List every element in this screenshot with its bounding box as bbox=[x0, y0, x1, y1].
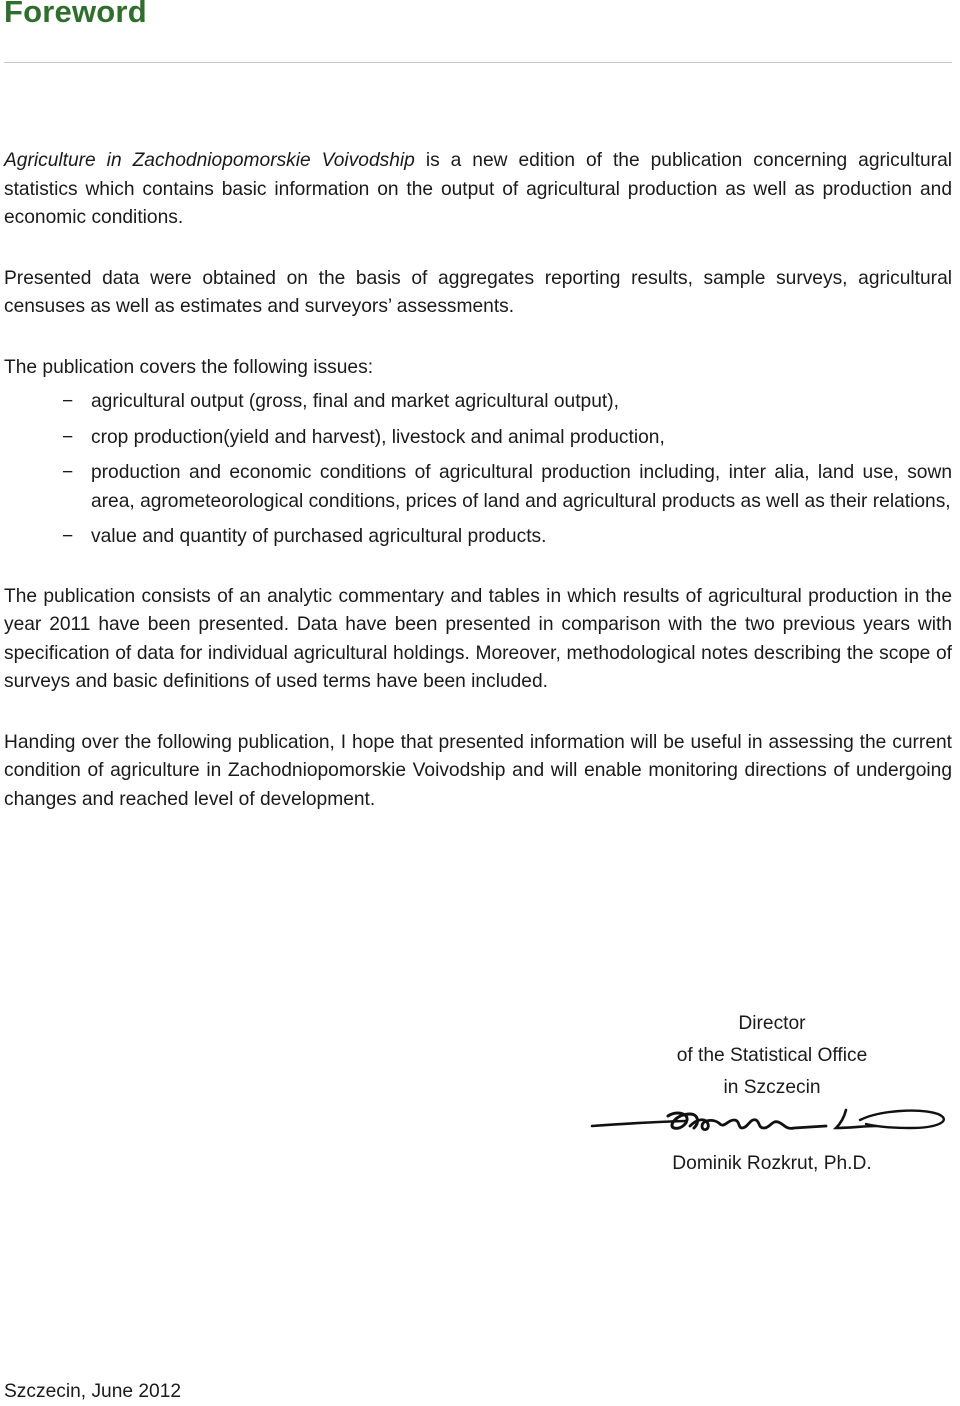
signer-location: in Szczecin bbox=[723, 1077, 821, 1098]
signature-block bbox=[590, 1008, 954, 1104]
place-and-date: Szczecin, June 2012 bbox=[4, 1381, 182, 1402]
list-item-text: crop production(yield and harvest), livestock and animal production, bbox=[91, 426, 665, 448]
list-item bbox=[4, 424, 952, 453]
intro-paragraph bbox=[4, 147, 952, 233]
dash-bullet-icon: − bbox=[62, 391, 74, 412]
signer-name: Dominik Rozkrut, Ph.D. bbox=[672, 1153, 872, 1174]
dash-bullet-icon: − bbox=[62, 526, 74, 547]
page-title: Foreword bbox=[4, 0, 147, 29]
list-item bbox=[4, 523, 952, 552]
foreword-body bbox=[4, 147, 952, 846]
dash-bullet-icon: − bbox=[62, 426, 74, 448]
data-sources-paragraph: Presented data were obtained on the basis of aggregates reporting results, sample surveys, agricultural censuses as well as estimates and surveyors’ assessments. bbox=[4, 267, 952, 317]
list-item bbox=[4, 459, 952, 516]
list-item-text: agricultural output (gross, final and market agricultural output), bbox=[91, 391, 619, 412]
signer-title: Director bbox=[738, 1013, 806, 1034]
publication-title: Agriculture in Zachodniopomorskie Voivodship bbox=[4, 150, 415, 171]
signer-office: of the Statistical Office bbox=[676, 1045, 868, 1066]
list-item bbox=[4, 388, 952, 417]
list-item-text: production and economic conditions of agricultural production including, inter alia, land use, sown area, agrometeorological conditions, prices of land and agricultural products as well as their relations, bbox=[91, 462, 952, 512]
issues-intro: The publication covers the following issues: bbox=[4, 356, 374, 378]
intro-paragraph-text: is a new edition of the publication concerning agricultural statistics which contains basic information on the output of agricultural production as well as production and economic conditions. bbox=[4, 150, 952, 228]
title-divider bbox=[4, 62, 952, 63]
handwritten-signature bbox=[590, 1104, 954, 1144]
list-item-text: value and quantity of purchased agricultural products. bbox=[91, 526, 547, 547]
contents-paragraph: The publication consists of an analytic commentary and tables in which results of agricultural production in the year 2011 have been presented. Data have been presented in comparison with the two previous years with specification of data for individual agricultural holdings. Moreover, methodological notes describing the scope of surveys and basic definitions of used terms have been included. bbox=[4, 585, 952, 692]
issues-list bbox=[4, 388, 952, 552]
closing-paragraph: Handing over the following publication, I hope that presented information will be useful in assessing the current condition of agriculture in Zachodniopomorskie Voivodship and will enable monitoring directions of undergoing changes and reached level of development. bbox=[4, 731, 952, 810]
dash-bullet-icon: − bbox=[62, 462, 74, 483]
